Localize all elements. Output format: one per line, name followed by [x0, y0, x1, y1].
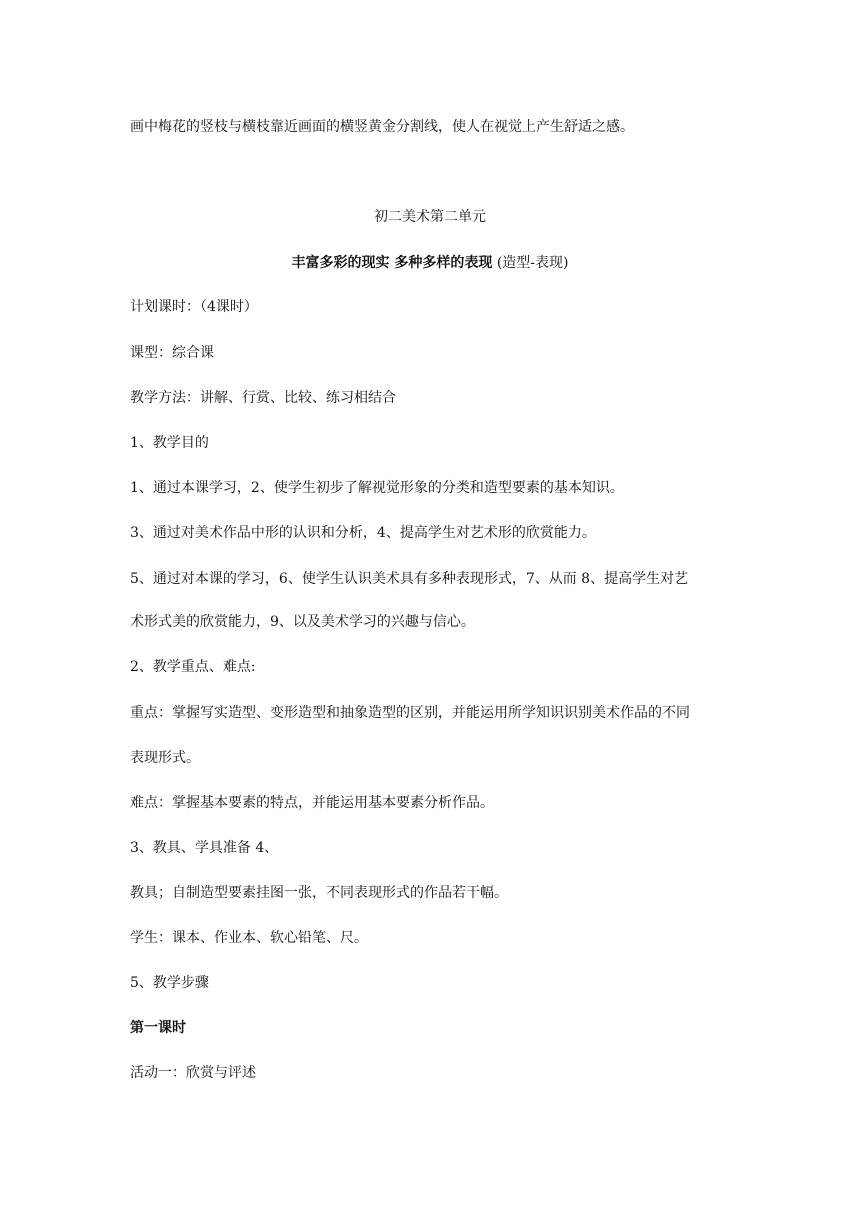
lesson-subtitle-main: 丰富多彩的现实 多种多样的表现	[291, 255, 493, 271]
student-tools-line: 学生：课本、作业本、软心铅笔、尺。	[130, 930, 368, 946]
activity-one: 活动一：欣赏与评述	[130, 1065, 256, 1081]
lesson-subtitle	[0, 253, 860, 273]
unit-heading: 初二美术第二单元	[374, 209, 486, 225]
first-lesson-heading: 第一课时	[130, 1020, 186, 1036]
key-point-line-b: 表现形式。	[130, 750, 200, 766]
planned-hours: 计划课时：（4课时）	[130, 299, 258, 315]
lesson-type: 课型：综合课	[130, 345, 214, 361]
section-teaching-goals: 1、教学目的	[130, 435, 209, 451]
teacher-tools-line: 教具；自制造型要素挂图一张，不同表现形式的作品若干幅。	[130, 885, 508, 901]
intro-paragraph: 画中梅花的竖枝与横枝靠近画面的横竖黄金分割线，使人在视觉上产生舒适之感。	[130, 119, 634, 135]
section-tools: 3、教具、学具准备 4、	[130, 840, 279, 856]
lesson-subtitle-tag: (造型-表现)	[496, 255, 569, 271]
key-point-line-a: 重点：掌握写实造型、变形造型和抽象造型的区别，并能运用所学知识识别美术作品的不同	[130, 705, 690, 721]
difficulty-line: 难点：掌握基本要素的特点，并能运用基本要素分析作品。	[130, 795, 494, 811]
goal-line-2: 3、通过对美术作品中形的认识和分析，4、提高学生对艺术形的欣赏能力。	[130, 525, 596, 541]
section-steps: 5、教学步骤	[130, 975, 209, 991]
section-key-points: 2、教学重点、难点:	[130, 659, 256, 675]
goal-line-3b: 术形式美的欣赏能力，9、以及美术学习的兴趣与信心。	[130, 614, 475, 630]
goal-line-3a: 5、通过对本课的学习，6、使学生认识美术具有多种表现形式，7、从而 8、提高学生对艺	[130, 571, 689, 587]
teaching-method: 教学方法：讲解、行赏、比较、练习相结合	[130, 390, 396, 406]
goal-line-1: 1、通过本课学习，2、使学生初步了解视觉形象的分类和造型要素的基本知识。	[130, 480, 624, 496]
